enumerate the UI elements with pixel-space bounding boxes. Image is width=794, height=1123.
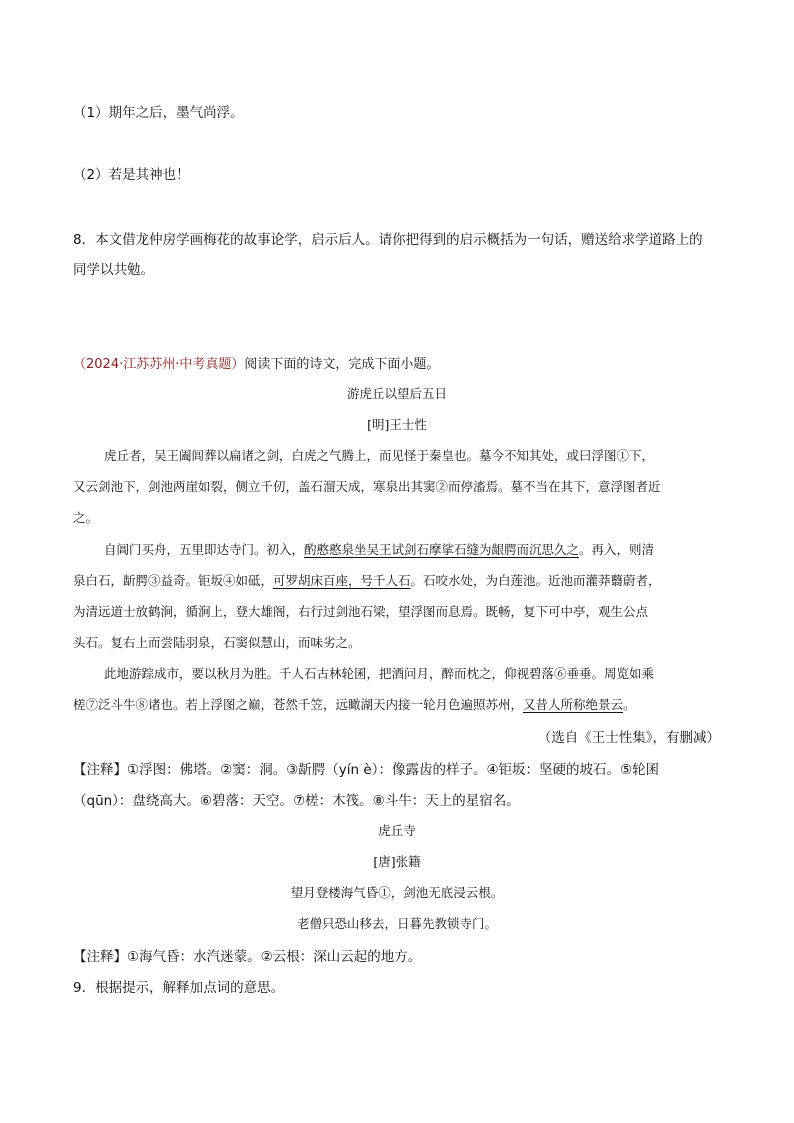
text-span: 泉白石，龂腭③益奇。钜坂④如砥，: [73, 573, 274, 588]
underlined-sentence-2: 可罗胡床百座，号千人石: [273, 573, 411, 588]
text-span: 。: [623, 697, 636, 712]
text2-poem-line-1: 望月登楼海气昏①，剑池无底浸云根。: [290, 885, 504, 900]
text1-author: [明]王士性: [367, 417, 427, 432]
text1-p3-line-2: [73, 695, 636, 713]
underlined-sentence-1: 酌憨憨泉坐吴王试剑石摩挲石缝为龈腭而沉思久之: [304, 542, 580, 557]
question-9-line-1: 9．根据提示，解释加点词的意思。: [73, 980, 285, 996]
text-span: 。再入，则清: [579, 542, 655, 557]
text2-poem-line-2: 老僧只恐山移去，日暮先教锁寺门。: [296, 916, 497, 931]
text1-p1-line-2: 又云剑池下，剑池两崖如裂，侧立千仞，盖石溜天成，寒泉出其窦②而停滀焉。墓不当在其下，意浮图者近: [73, 479, 661, 494]
text1-p2-line-3: 为清远道士放鹤涧，循涧上，登大雄阁，右行过剑池石梁，望浮图而息焉。既畅，复下可中亭，观生公点: [73, 604, 649, 619]
question-7-item-1: （1）期年之后，墨气尚浮。: [73, 105, 244, 121]
text-span: 自阊门买舟，五里即达寺门。初入，: [104, 542, 305, 557]
question-8-line-1: 8．本文借龙仲房学画梅花的故事论学，启示后人。请你把得到的启示概括为一句话，赠送给求学道路上的: [73, 232, 703, 248]
text1-p2-line-1: [104, 540, 654, 558]
text1-p2-line-2: [73, 571, 661, 589]
text1-p1-line-3: 之。: [73, 510, 99, 525]
text1-p2-line-4: 头石。复右上而尝陆羽泉，石窦似慧山，而味劣之。: [73, 635, 361, 650]
exam-source-tag: （2024·江苏苏州·中考真题）: [73, 357, 245, 372]
reading-instruction: 阅读下面的诗文，完成下面小题。: [244, 357, 440, 372]
text1-p1-line-1: 虎丘者，吴王阖闾葬以扁诸之剑，白虎之气腾上，而见怪于秦皇也。墓今不知其处，或曰浮图①下，: [104, 448, 655, 463]
notes1-line-1: 【注释】①浮图：佛塔。②窦：洞。③龂腭（yín è）：像露齿的样子。④钜坂：坚硬的坡石。⑤轮囷: [73, 762, 660, 778]
text1-p3-line-1: 此地游踪成市，要以秋月为胜。千人石古林轮囷，把酒问月，醉而枕之，仰视碧落⑥垂垂。周览如乘: [104, 666, 655, 681]
notes2-line-1: 【注释】①海气昏：水汽迷蒙。②云根：深山云起的地方。: [73, 949, 422, 965]
text1-title: 游虎丘以望后五日: [346, 386, 447, 401]
question-7-item-2: （2）若是其神也！: [73, 167, 190, 183]
text1-citation: （选自《王士性集》，有删减）: [537, 730, 720, 746]
text2-author: [唐]张籍: [373, 854, 421, 869]
notes1-line-2: （qūn）：盘绕高大。⑥碧落：天空。⑦槎：木筏。⑧斗牛：天上的星宿名。: [73, 793, 520, 809]
source-header: [73, 353, 439, 372]
text-span: 。石咬水处，为白莲池。近池而灌莽蘙蔚者，: [410, 573, 661, 588]
question-8-line-2: 同学以共勉。: [73, 262, 154, 278]
underlined-sentence-3: 又昔人所称绝景云: [523, 697, 624, 712]
text2-title: 虎丘寺: [378, 823, 416, 838]
text-span: 槎⑦泛斗牛⑧诸也。若上浮图之巅，苍然千笠，远瞰湖天内接一轮月色遍照苏州，: [73, 697, 524, 712]
